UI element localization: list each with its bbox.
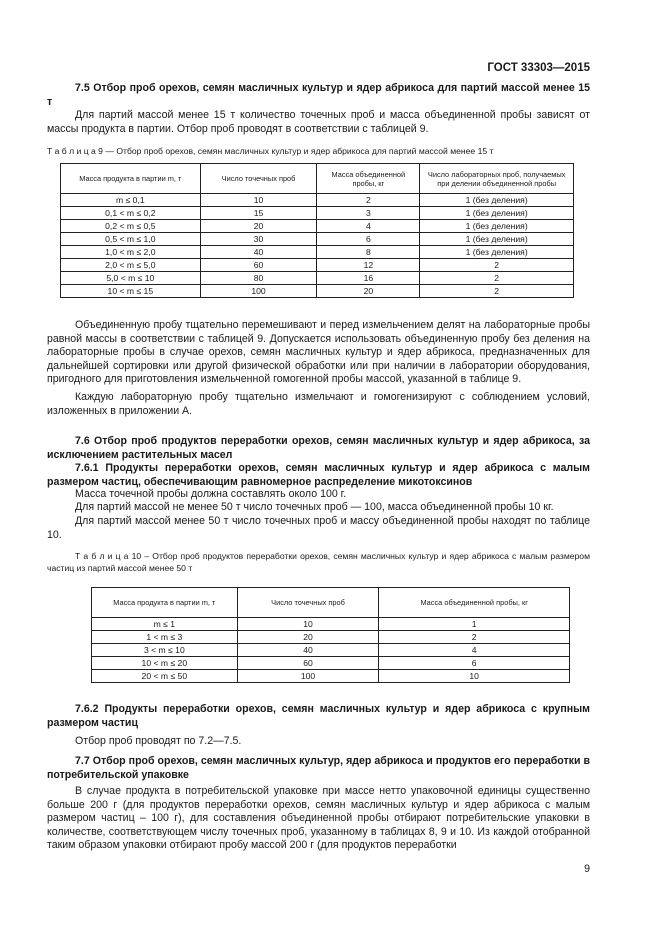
table-cell: 15 [200,207,317,220]
table-row [92,631,570,644]
table-cell: 8 [317,246,420,259]
table-cell: 12 [317,259,420,272]
table-cell: 1 (без деления) [420,207,574,220]
table-row [61,259,574,272]
table-row [92,657,570,670]
table-header-cell: Масса продукта в партии m, т [92,588,238,618]
table-cell: 10 [379,670,570,683]
table-cell: 20 [237,631,379,644]
paragraph-lab-samples: Объединенную пробу тщательно перемешивают и перед измельчением делят на лабораторные пробы равной массы в соответствии с таблицей 9. Допускается использовать объединенную пробу без деления на лабораторные пробы в случае орехов, семян масличных культур и ядер абрикоса, предназначенных для дальнейшей сортировки или другой физической обработки или при наличии в лаборатории оборудования, пригодного для приготовления измельченной гомогенной пробы массой, указанной в таблице 9. [47,319,590,385]
table-cell: 2 [420,272,574,285]
table-cell: 0,5 < m ≤ 1,0 [61,233,201,246]
table-cell: 10 [237,618,379,631]
table-cell: 10 < m ≤ 20 [92,657,238,670]
table-row [61,285,574,298]
table-row [61,194,574,207]
paragraph-consumer-packaging: В случае продукта в потребительской упаковке при массе нетто упаковочной единицы существенно больше 200 г (для продуктов переработки орехов, семян масличных культур и ядер абрикоса с малым размером частиц – 100 г), для составления объединенной пробы отбирают потребительские упаковки в количестве, соответствующем числу точечных проб, указанному в таблицах 8, 9 и 10. Из каждой отобранной таким образом упаковки отбирают пробу массой 200 г (для продуктов переработки [47,785,590,851]
paragraph-large-lots: Для партий массой не менее 50 т число точечных проб — 100, масса объединенной пробы 10 кг. [75,501,554,513]
table-header-cell: Масса объединенной пробы, кг [379,588,570,618]
table-cell: m ≤ 1 [92,618,238,631]
section-7-6-1-heading: 7.6.1 Продукты переработки орехов, семян масличных культур и ядер абрикоса с малым размером частиц, обеспечивающим равномерное распределение микотоксинов [47,462,590,488]
table-row [61,272,574,285]
paragraph-point-sample-mass: Масса точечной пробы должна составлять около 100 г. [75,488,347,500]
table-row [92,644,570,657]
table-row [61,220,574,233]
table-cell: 20 < m ≤ 50 [92,670,238,683]
section-7-7-heading: 7.7 Отбор проб орехов, семян масличных культур, ядер абрикоса и продуктов его переработки в потребительской упаковке [47,755,590,781]
table-cell: 1,0 < m ≤ 2,0 [61,246,201,259]
section-7-6-heading: 7.6 Отбор проб продуктов переработки орехов, семян масличных культур и ядер абрикоса, за исключением растительных масел [47,435,590,461]
table-cell: 16 [317,272,420,285]
table-cell: 1 (без деления) [420,220,574,233]
table-cell: m ≤ 0,1 [61,194,201,207]
section-7-6-2-heading: 7.6.2 Продукты переработки орехов, семян масличных культур и ядер абрикоса с крупным размером частиц [47,703,590,729]
table-row [92,670,570,683]
table-cell: 2 [420,285,574,298]
table-cell: 2 [420,259,574,272]
table-cell: 1 (без деления) [420,246,574,259]
table-cell: 1 < m ≤ 3 [92,631,238,644]
table-row [61,207,574,220]
table-cell: 6 [317,233,420,246]
table-cell: 60 [237,657,379,670]
table-cell: 0,2 < m ≤ 0,5 [61,220,201,233]
table-cell: 2 [379,631,570,644]
paragraph-see-7-2: Отбор проб проводят по 7.2—7.5. [75,735,242,747]
table-cell: 20 [200,220,317,233]
table-cell: 40 [200,246,317,259]
table-cell: 4 [379,644,570,657]
table-9 [60,163,574,298]
table-cell: 2 [317,194,420,207]
paragraph-homogenize: Каждую лабораторную пробу тщательно измельчают и гомогенизируют с соблюдением условий, изложенных в приложении А. [47,391,590,417]
table-cell: 2,0 < m ≤ 5,0 [61,259,201,272]
table-cell: 80 [200,272,317,285]
table-cell: 10 [200,194,317,207]
table-header-cell: Число точечных проб [237,588,379,618]
table-cell: 20 [317,285,420,298]
table-cell: 10 < m ≤ 15 [61,285,201,298]
standard-number: ГОСТ 33303—2015 [487,62,590,74]
table-row [61,233,574,246]
table-cell: 3 < m ≤ 10 [92,644,238,657]
table-cell: 1 (без деления) [420,194,574,207]
table-cell: 3 [317,207,420,220]
table-header-cell: Число лабораторных проб, получаемых при делении объединенной пробы [420,164,574,194]
table-header-cell: Масса продукта в партии m, т [61,164,201,194]
table-cell: 5,0 < m ≤ 10 [61,272,201,285]
table-cell: 1 (без деления) [420,233,574,246]
table-10 [91,587,570,683]
table-cell: 0,1 < m ≤ 0,2 [61,207,201,220]
table-cell: 1 [379,618,570,631]
table-9-caption: Т а б л и ц а 9 — Отбор проб орехов, семян масличных культур и ядер абрикоса для партий массой менее 15 т [47,146,494,156]
table-cell: 100 [237,670,379,683]
table-cell: 6 [379,657,570,670]
table-cell: 30 [200,233,317,246]
paragraph-small-lots: Для партий массой менее 50 т число точечных проб и массу объединенной пробы находят по таблице 10. [47,515,590,541]
table-cell: 60 [200,259,317,272]
table-10-caption: Т а б л и ц а 10 – Отбор проб продуктов переработки орехов, семян масличных культур и ядер абрикоса с малым размером частиц из партий массой менее 50 т [47,551,590,573]
table-row [61,246,574,259]
section-7-5-paragraph: Для партий массой менее 15 т количество точечных проб и масса объединенной пробы зависят от массы продукта в партии. Отбор проб проводят в соответствии с таблицей 9. [47,109,590,135]
table-row [92,618,570,631]
table-header-cell: Число точечных проб [200,164,317,194]
table-cell: 100 [200,285,317,298]
table-header-cell: Масса объединенной пробы, кг [317,164,420,194]
table-cell: 40 [237,644,379,657]
table-cell: 4 [317,220,420,233]
section-7-5-heading: 7.5 Отбор проб орехов, семян масличных культур и ядер абрикоса для партий массой менее 15 т [47,82,590,108]
page-number: 9 [584,863,590,875]
